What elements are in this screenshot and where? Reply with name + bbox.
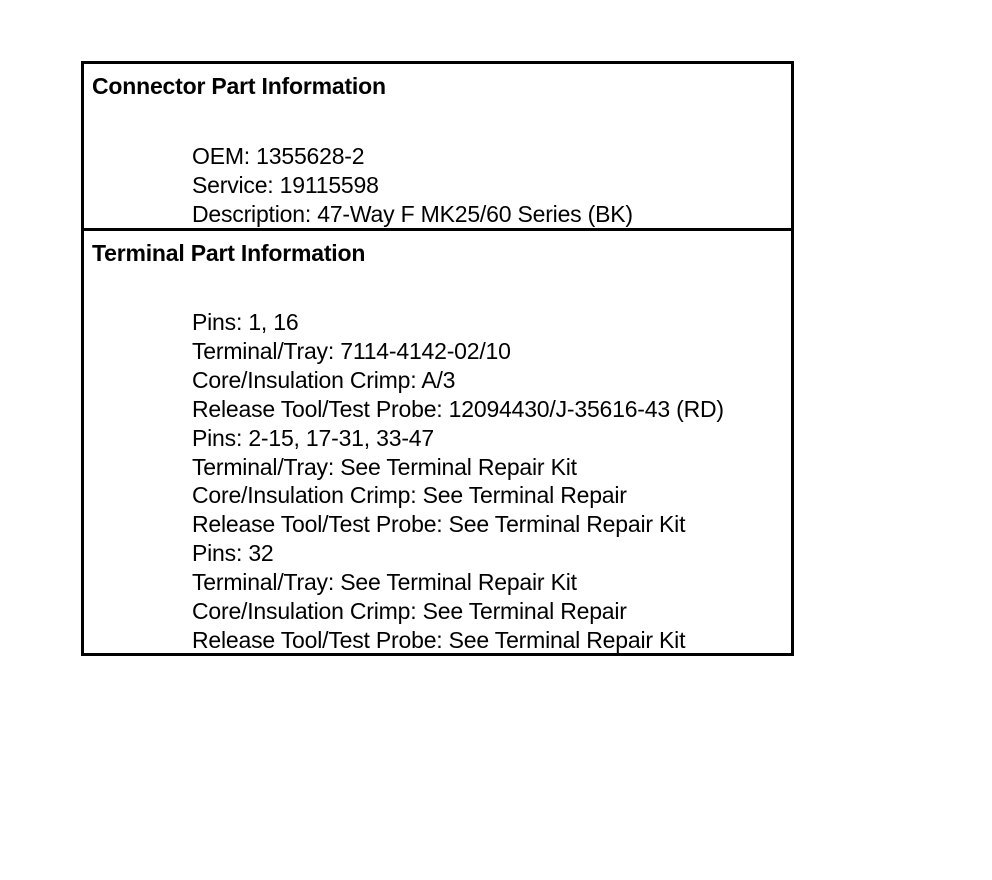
pins-line: Pins: 2-15, 17-31, 33-47 — [192, 424, 434, 451]
description-line: Description: 47-Way F MK25/60 Series (BK) — [192, 200, 633, 227]
release-tool-test-probe-line: Release Tool/Test Probe: 12094430/J-35616-43 (RD) — [192, 395, 724, 422]
pins-line: Pins: 32 — [192, 540, 274, 567]
pins-line: Pins: 1, 16 — [192, 309, 299, 335]
oem-line: OEM: 1355628-2 — [192, 143, 365, 169]
terminal-part-heading: Terminal Part Information — [92, 240, 366, 266]
connector-part-details — [192, 142, 633, 229]
terminal-part-details — [192, 308, 724, 655]
core-insulation-crimp-line: Core/Insulation Crimp: See Terminal Repair — [192, 598, 627, 625]
connector-part-heading: Connector Part Information — [92, 73, 386, 99]
terminal-tray-line: Terminal/Tray: See Terminal Repair Kit — [192, 569, 577, 596]
part-information-table — [81, 61, 794, 656]
connector-part-section — [84, 64, 791, 231]
release-tool-test-probe-line: Release Tool/Test Probe: See Terminal Repair Kit — [192, 511, 686, 538]
release-tool-test-probe-line: Release Tool/Test Probe: See Terminal Repair Kit — [192, 626, 686, 653]
core-insulation-crimp-line: Core/Insulation Crimp: A/3 — [192, 366, 456, 393]
terminal-part-section — [84, 231, 791, 653]
core-insulation-crimp-line: Core/Insulation Crimp: See Terminal Repair — [192, 482, 627, 509]
terminal-tray-line: Terminal/Tray: 7114-4142-02/10 — [192, 337, 511, 364]
service-line: Service: 19115598 — [192, 171, 379, 198]
terminal-tray-line: Terminal/Tray: See Terminal Repair Kit — [192, 453, 577, 480]
